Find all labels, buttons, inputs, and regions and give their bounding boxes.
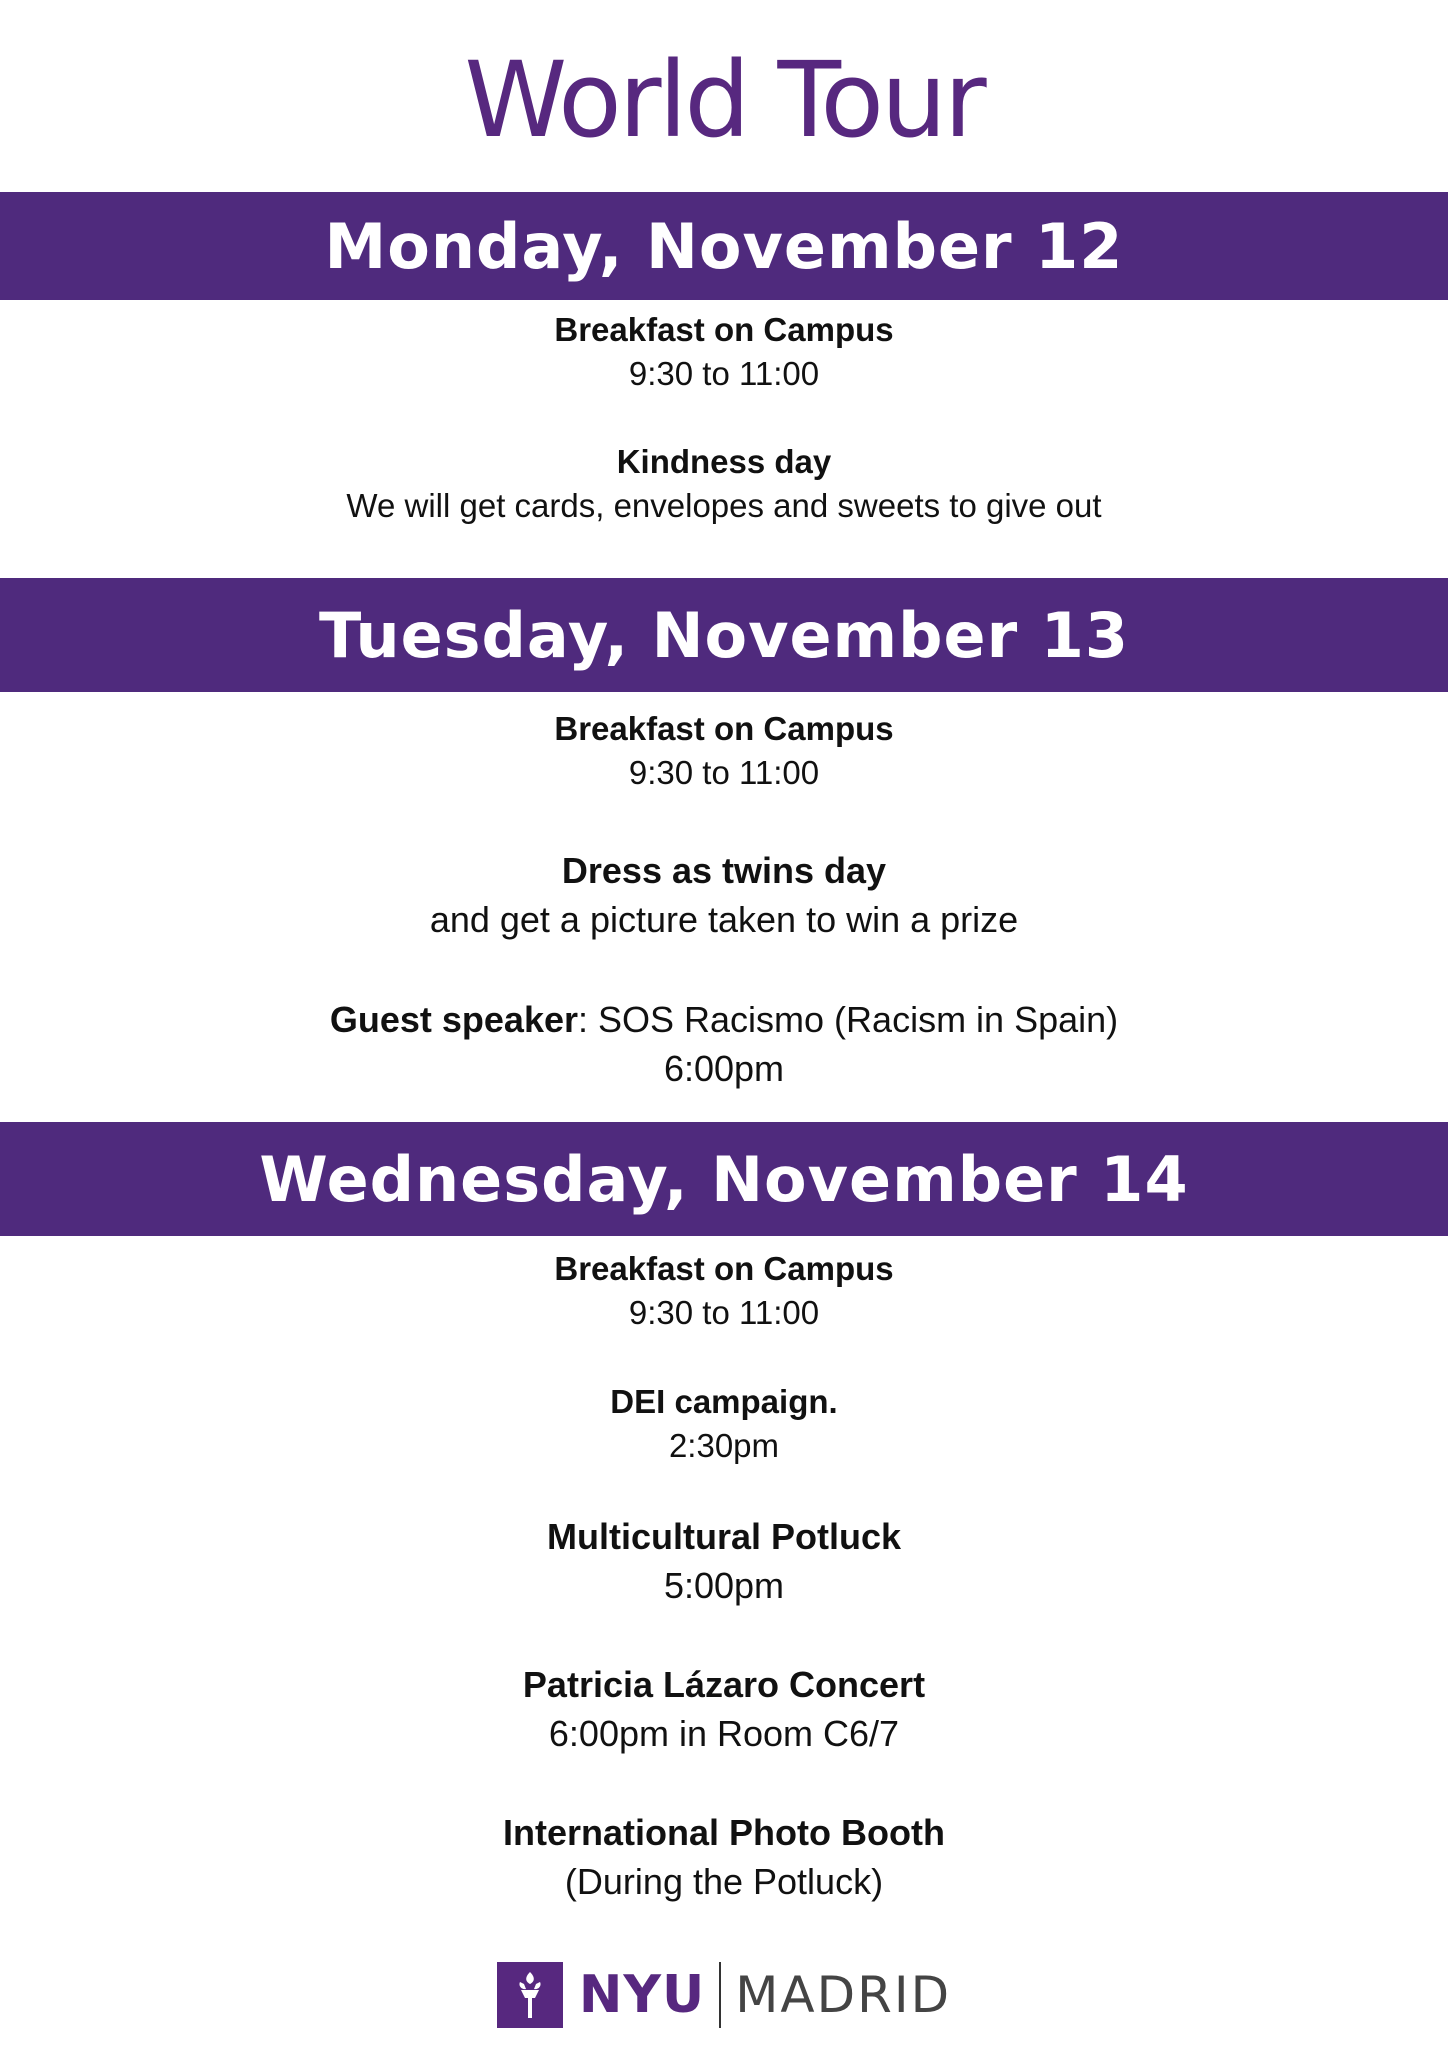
event-detail: 6:00pm in Room C6/7 <box>548 1713 900 1754</box>
event-item <box>0 995 1448 1093</box>
event-title: Patricia Lázaro Concert <box>522 1664 926 1705</box>
event-title: DEI campaign. <box>610 1383 838 1420</box>
day-heading-monday <box>0 192 1448 300</box>
event-item <box>0 1380 1448 1468</box>
event-item <box>0 308 1448 396</box>
day-heading-label: Wednesday, November 14 <box>259 1142 1189 1216</box>
event-title: Multicultural Potluck <box>546 1516 902 1557</box>
event-item <box>0 1660 1448 1758</box>
event-item <box>0 846 1448 944</box>
torch-icon <box>497 1962 563 2028</box>
nyu-madrid-logo <box>0 1960 1448 2030</box>
event-detail: and get a picture taken to win a prize <box>429 899 1019 940</box>
event-item <box>0 1512 1448 1610</box>
event-detail: 6:00pm <box>663 1048 785 1089</box>
madrid-wordmark: MADRID <box>735 1966 952 2024</box>
event-detail: 2:30pm <box>668 1427 780 1464</box>
event-title-suffix: : SOS Racismo (Racism in Spain) <box>578 999 1119 1040</box>
day-heading-tuesday <box>0 578 1448 692</box>
nyu-wordmark: NYU <box>578 1965 706 2025</box>
day-heading-wednesday <box>0 1122 1448 1236</box>
event-detail: 9:30 to 11:00 <box>628 355 820 392</box>
event-title: Guest speaker <box>329 999 578 1040</box>
event-title: Dress as twins day <box>561 850 887 891</box>
event-item <box>0 440 1448 528</box>
event-title: Breakfast on Campus <box>554 710 894 747</box>
event-title: Breakfast on Campus <box>554 311 894 348</box>
event-detail: 9:30 to 11:00 <box>628 754 820 791</box>
event-title-line <box>0 995 1448 1044</box>
event-detail: We will get cards, envelopes and sweets to give out <box>346 487 1102 524</box>
event-title: Breakfast on Campus <box>554 1250 894 1287</box>
day-heading-label: Tuesday, November 13 <box>318 598 1130 672</box>
event-item <box>0 1247 1448 1335</box>
event-item <box>0 707 1448 795</box>
event-detail: (During the Potluck) <box>564 1861 884 1902</box>
event-title: Kindness day <box>616 443 832 480</box>
page-title: World Tour <box>464 39 984 161</box>
event-detail: 9:30 to 11:00 <box>628 1294 820 1331</box>
day-heading-label: Monday, November 12 <box>324 209 1124 283</box>
logo-divider <box>719 1962 721 2028</box>
event-detail: 5:00pm <box>663 1565 785 1606</box>
event-item <box>0 1808 1448 1906</box>
event-title: International Photo Booth <box>503 1812 945 1853</box>
